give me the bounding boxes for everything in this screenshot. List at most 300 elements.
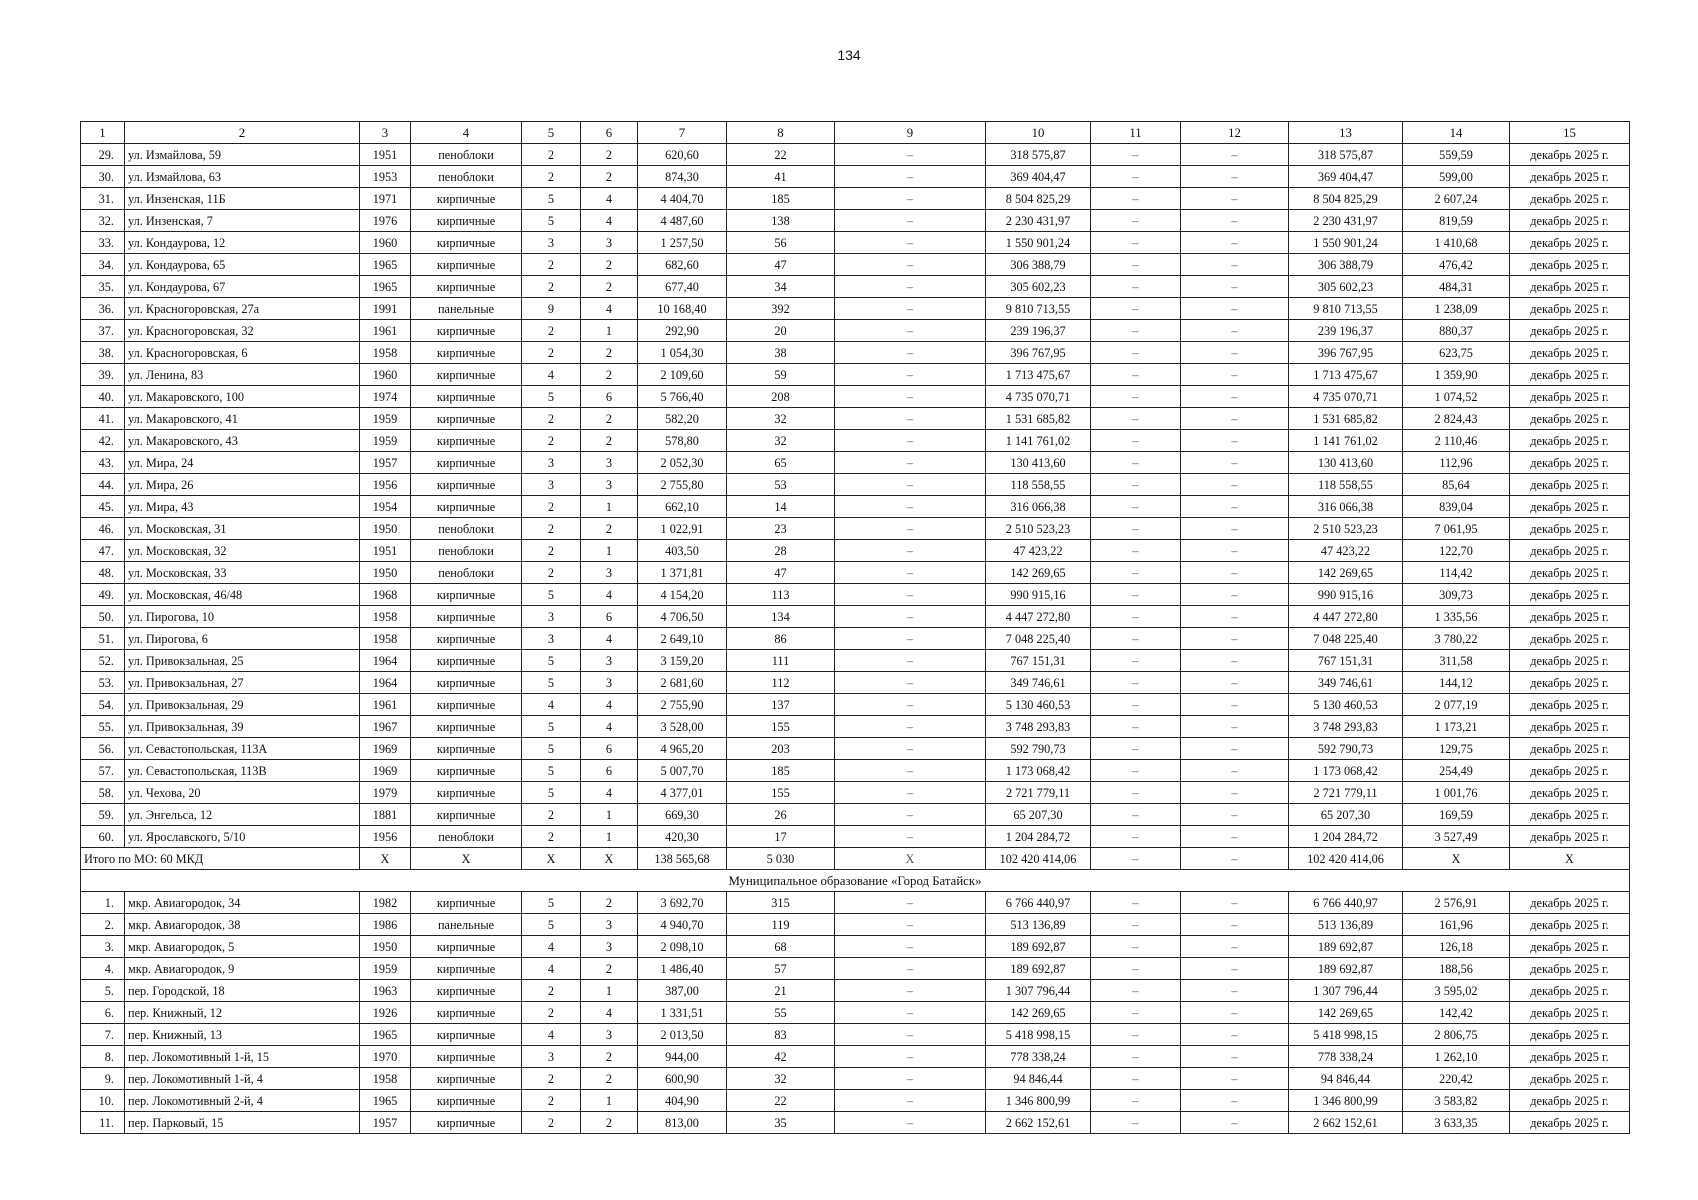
table-cell: мкр. Авиагородок, 38 bbox=[125, 914, 360, 936]
table-cell: 3. bbox=[81, 936, 125, 958]
table-cell: 2 824,43 bbox=[1403, 408, 1510, 430]
total-row bbox=[81, 848, 1630, 870]
table-cell: 1 141 761,02 bbox=[986, 430, 1091, 452]
table-row bbox=[81, 562, 1630, 584]
table-cell: 20 bbox=[727, 320, 835, 342]
table-cell: – bbox=[1091, 672, 1181, 694]
table-cell: 32 bbox=[727, 408, 835, 430]
table-cell: 404,90 bbox=[638, 1090, 727, 1112]
table-cell: 1 486,40 bbox=[638, 958, 727, 980]
table-cell: 396 767,95 bbox=[1289, 342, 1403, 364]
table-cell: 2 bbox=[522, 144, 581, 166]
table-cell: – bbox=[1091, 760, 1181, 782]
table-cell: ул. Привокзальная, 27 bbox=[125, 672, 360, 694]
table-cell: 1 257,50 bbox=[638, 232, 727, 254]
table-cell: 4 bbox=[522, 936, 581, 958]
table-cell: ул. Красногоровская, 32 bbox=[125, 320, 360, 342]
table-cell: 2 077,19 bbox=[1403, 694, 1510, 716]
table-cell: 5 bbox=[522, 914, 581, 936]
table-cell: 2 bbox=[581, 364, 638, 386]
table-cell: 1 141 761,02 bbox=[1289, 430, 1403, 452]
table-cell: – bbox=[835, 540, 986, 562]
table-cell: 9 810 713,55 bbox=[1289, 298, 1403, 320]
table-cell: – bbox=[1181, 1112, 1289, 1134]
table-cell: – bbox=[1091, 452, 1181, 474]
table-row bbox=[81, 386, 1630, 408]
table-cell: 3 159,20 bbox=[638, 650, 727, 672]
table-row bbox=[81, 342, 1630, 364]
table-cell: – bbox=[1091, 518, 1181, 540]
table-cell: – bbox=[1091, 254, 1181, 276]
table-cell: 8 504 825,29 bbox=[986, 188, 1091, 210]
table-cell: – bbox=[835, 980, 986, 1002]
table-cell: ул. Кондаурова, 65 bbox=[125, 254, 360, 276]
table-cell: 767 151,31 bbox=[1289, 650, 1403, 672]
table-cell: 6 bbox=[581, 606, 638, 628]
table-cell: 161,96 bbox=[1403, 914, 1510, 936]
table-cell: 3 bbox=[581, 914, 638, 936]
table-cell: 4 447 272,80 bbox=[1289, 606, 1403, 628]
table-cell: 1958 bbox=[360, 606, 411, 628]
table-cell: 4 bbox=[581, 694, 638, 716]
table-cell: пеноблоки bbox=[411, 144, 522, 166]
table-cell: кирпичные bbox=[411, 958, 522, 980]
table-cell: ул. Московская, 46/48 bbox=[125, 584, 360, 606]
table-cell: 1 346 800,99 bbox=[1289, 1090, 1403, 1112]
table-cell: – bbox=[835, 408, 986, 430]
table-cell: 7 061,95 bbox=[1403, 518, 1510, 540]
table-cell: кирпичные bbox=[411, 782, 522, 804]
table-cell: мкр. Авиагородок, 9 bbox=[125, 958, 360, 980]
table-cell: 1964 bbox=[360, 672, 411, 694]
table-cell: 208 bbox=[727, 386, 835, 408]
table-cell: 10. bbox=[81, 1090, 125, 1112]
table-cell: 203 bbox=[727, 738, 835, 760]
table-cell: пеноблоки bbox=[411, 562, 522, 584]
table-cell: – bbox=[1181, 1068, 1289, 1090]
total-label: Итого по МО: 60 МКД bbox=[81, 848, 360, 870]
table-cell: панельные bbox=[411, 914, 522, 936]
table-cell: 53 bbox=[727, 474, 835, 496]
table-row bbox=[81, 628, 1630, 650]
table-row bbox=[81, 1002, 1630, 1024]
table-cell: – bbox=[1091, 144, 1181, 166]
table-cell: 54. bbox=[81, 694, 125, 716]
table-cell: 1957 bbox=[360, 1112, 411, 1134]
table-cell: пеноблоки bbox=[411, 166, 522, 188]
total-cell: X bbox=[1403, 848, 1510, 870]
table-cell: декабрь 2025 г. bbox=[1510, 298, 1630, 320]
table-cell: 305 602,23 bbox=[986, 276, 1091, 298]
table-cell: – bbox=[1181, 144, 1289, 166]
table-row bbox=[81, 232, 1630, 254]
table-row bbox=[81, 958, 1630, 980]
table-cell: ул. Пирогова, 6 bbox=[125, 628, 360, 650]
table-cell: 1959 bbox=[360, 958, 411, 980]
table-cell: кирпичные bbox=[411, 1068, 522, 1090]
table-cell: 1 307 796,44 bbox=[986, 980, 1091, 1002]
table-cell: – bbox=[1181, 232, 1289, 254]
table-row bbox=[81, 584, 1630, 606]
table-cell: 122,70 bbox=[1403, 540, 1510, 562]
total-cell: 102 420 414,06 bbox=[1289, 848, 1403, 870]
table-cell: ул. Чехова, 20 bbox=[125, 782, 360, 804]
table-row bbox=[81, 364, 1630, 386]
table-cell: 5 bbox=[522, 782, 581, 804]
table-cell: 134 bbox=[727, 606, 835, 628]
table-cell: 58. bbox=[81, 782, 125, 804]
table-cell: 309,73 bbox=[1403, 584, 1510, 606]
table-cell: 1881 bbox=[360, 804, 411, 826]
table-cell: – bbox=[1181, 584, 1289, 606]
table-cell: 2 bbox=[522, 1002, 581, 1024]
table-cell: декабрь 2025 г. bbox=[1510, 166, 1630, 188]
table-cell: 3 595,02 bbox=[1403, 980, 1510, 1002]
table-cell: пер. Городской, 18 bbox=[125, 980, 360, 1002]
table-cell: – bbox=[1181, 782, 1289, 804]
table-row bbox=[81, 914, 1630, 936]
table-cell: 559,59 bbox=[1403, 144, 1510, 166]
table-cell: 1970 bbox=[360, 1046, 411, 1068]
table-cell: 1 550 901,24 bbox=[986, 232, 1091, 254]
table-cell: – bbox=[835, 364, 986, 386]
table-cell: – bbox=[1091, 980, 1181, 1002]
table-cell: 4 377,01 bbox=[638, 782, 727, 804]
table-cell: 2 bbox=[581, 958, 638, 980]
table-cell: – bbox=[1181, 320, 1289, 342]
table-cell: кирпичные bbox=[411, 386, 522, 408]
table-cell: 369 404,47 bbox=[986, 166, 1091, 188]
table-cell: 8 504 825,29 bbox=[1289, 188, 1403, 210]
table-row bbox=[81, 892, 1630, 914]
column-number: 6 bbox=[581, 122, 638, 144]
table-cell: декабрь 2025 г. bbox=[1510, 716, 1630, 738]
table-cell: – bbox=[1091, 1024, 1181, 1046]
table-cell: ул. Красногоровская, 27а bbox=[125, 298, 360, 320]
table-cell: ул. Энгельса, 12 bbox=[125, 804, 360, 826]
table-cell: – bbox=[835, 430, 986, 452]
table-row bbox=[81, 694, 1630, 716]
table-cell: 5 bbox=[522, 386, 581, 408]
table-cell: 5 bbox=[522, 672, 581, 694]
table-cell: – bbox=[1091, 1046, 1181, 1068]
table-cell: кирпичные bbox=[411, 738, 522, 760]
table-cell: декабрь 2025 г. bbox=[1510, 496, 1630, 518]
table-cell: 1959 bbox=[360, 408, 411, 430]
table-cell: 189 692,87 bbox=[1289, 958, 1403, 980]
table-cell: – bbox=[835, 1046, 986, 1068]
table-cell: 1 bbox=[581, 980, 638, 1002]
table-cell: 3 528,00 bbox=[638, 716, 727, 738]
column-number: 5 bbox=[522, 122, 581, 144]
table-cell: 2 bbox=[581, 254, 638, 276]
total-cell: 102 420 414,06 bbox=[986, 848, 1091, 870]
table-cell: кирпичные bbox=[411, 650, 522, 672]
table-cell: 2 bbox=[581, 518, 638, 540]
table-row bbox=[81, 430, 1630, 452]
table-cell: ул. Макаровского, 100 bbox=[125, 386, 360, 408]
table-cell: – bbox=[1181, 386, 1289, 408]
table-cell: 387,00 bbox=[638, 980, 727, 1002]
table-cell: 600,90 bbox=[638, 1068, 727, 1090]
table-cell: 2 721 779,11 bbox=[986, 782, 1091, 804]
table-cell: 1 173 068,42 bbox=[986, 760, 1091, 782]
table-cell: 37. bbox=[81, 320, 125, 342]
table-row bbox=[81, 936, 1630, 958]
table-cell: кирпичные bbox=[411, 760, 522, 782]
table-cell: 1950 bbox=[360, 562, 411, 584]
table-cell: 1 074,52 bbox=[1403, 386, 1510, 408]
table-cell: – bbox=[1091, 188, 1181, 210]
table-row bbox=[81, 760, 1630, 782]
table-cell: 1951 bbox=[360, 144, 411, 166]
table-cell: – bbox=[1091, 958, 1181, 980]
table-cell: 2 bbox=[581, 144, 638, 166]
table-cell: 47 423,22 bbox=[986, 540, 1091, 562]
table-cell: 1 bbox=[581, 496, 638, 518]
table-cell: 2 bbox=[522, 1068, 581, 1090]
table-cell: 57. bbox=[81, 760, 125, 782]
table-cell: декабрь 2025 г. bbox=[1510, 1002, 1630, 1024]
table-cell: 1956 bbox=[360, 474, 411, 496]
table-cell: – bbox=[1181, 364, 1289, 386]
table-cell: – bbox=[1091, 1112, 1181, 1134]
table-cell: 65 bbox=[727, 452, 835, 474]
table-cell: 4 154,20 bbox=[638, 584, 727, 606]
table-cell: 144,12 bbox=[1403, 672, 1510, 694]
table-cell: 9. bbox=[81, 1068, 125, 1090]
table-row bbox=[81, 782, 1630, 804]
table-cell: – bbox=[835, 1112, 986, 1134]
table-cell: 53. bbox=[81, 672, 125, 694]
table-cell: 32 bbox=[727, 1068, 835, 1090]
column-number: 4 bbox=[411, 122, 522, 144]
table-cell: 5. bbox=[81, 980, 125, 1002]
table-cell: 1 346 800,99 bbox=[986, 1090, 1091, 1112]
table-cell: 392 bbox=[727, 298, 835, 320]
table-cell: 5 bbox=[522, 188, 581, 210]
table-cell: – bbox=[1181, 166, 1289, 188]
table-cell: 111 bbox=[727, 650, 835, 672]
table-cell: 1964 bbox=[360, 650, 411, 672]
table-cell: – bbox=[835, 606, 986, 628]
table-cell: 599,00 bbox=[1403, 166, 1510, 188]
table-cell: – bbox=[1091, 694, 1181, 716]
table-cell: 396 767,95 bbox=[986, 342, 1091, 364]
table-cell: 38. bbox=[81, 342, 125, 364]
table-cell: – bbox=[835, 694, 986, 716]
table-cell: – bbox=[835, 914, 986, 936]
table-cell: 1965 bbox=[360, 276, 411, 298]
total-cell: X bbox=[360, 848, 411, 870]
table-cell: 2 bbox=[522, 980, 581, 1002]
table-cell: 316 066,38 bbox=[986, 496, 1091, 518]
table-cell: 2 510 523,23 bbox=[1289, 518, 1403, 540]
table-cell: 44. bbox=[81, 474, 125, 496]
table-cell: 34. bbox=[81, 254, 125, 276]
table-cell: 112 bbox=[727, 672, 835, 694]
table-cell: – bbox=[1181, 628, 1289, 650]
table-cell: 5 766,40 bbox=[638, 386, 727, 408]
table-cell: – bbox=[1181, 408, 1289, 430]
table-cell: 3 bbox=[581, 452, 638, 474]
table-cell: 2 bbox=[522, 496, 581, 518]
table-cell: 239 196,37 bbox=[986, 320, 1091, 342]
table-cell: 813,00 bbox=[638, 1112, 727, 1134]
table-cell: 1951 bbox=[360, 540, 411, 562]
table-body bbox=[81, 122, 1630, 1134]
table-cell: 2 bbox=[581, 1112, 638, 1134]
table-cell: – bbox=[1181, 892, 1289, 914]
table-cell: 55 bbox=[727, 1002, 835, 1024]
table-cell: 305 602,23 bbox=[1289, 276, 1403, 298]
table-cell: декабрь 2025 г. bbox=[1510, 474, 1630, 496]
table-cell: ул. Московская, 32 bbox=[125, 540, 360, 562]
table-cell: 68 bbox=[727, 936, 835, 958]
table-cell: 1959 bbox=[360, 430, 411, 452]
table-cell: – bbox=[835, 1002, 986, 1024]
table-cell: 318 575,87 bbox=[1289, 144, 1403, 166]
table-cell: 306 388,79 bbox=[986, 254, 1091, 276]
table-cell: 33. bbox=[81, 232, 125, 254]
table-cell: 476,42 bbox=[1403, 254, 1510, 276]
table-row bbox=[81, 1046, 1630, 1068]
table-cell: 4 bbox=[581, 210, 638, 232]
table-cell: ул. Привокзальная, 25 bbox=[125, 650, 360, 672]
table-cell: кирпичные bbox=[411, 342, 522, 364]
table-cell: 2 bbox=[581, 1068, 638, 1090]
table-cell: кирпичные bbox=[411, 694, 522, 716]
table-row bbox=[81, 1090, 1630, 1112]
table-row bbox=[81, 540, 1630, 562]
table-cell: 47 bbox=[727, 254, 835, 276]
table-cell: 839,04 bbox=[1403, 496, 1510, 518]
table-cell: декабрь 2025 г. bbox=[1510, 1112, 1630, 1134]
table-cell: 188,56 bbox=[1403, 958, 1510, 980]
table-cell: 46. bbox=[81, 518, 125, 540]
table-cell: 47 423,22 bbox=[1289, 540, 1403, 562]
table-cell: 4 965,20 bbox=[638, 738, 727, 760]
table-cell: 1957 bbox=[360, 452, 411, 474]
table-cell: 2 bbox=[522, 342, 581, 364]
table-cell: кирпичные bbox=[411, 584, 522, 606]
table-cell: 2. bbox=[81, 914, 125, 936]
table-cell: декабрь 2025 г. bbox=[1510, 694, 1630, 716]
table-cell: кирпичные bbox=[411, 408, 522, 430]
table-cell: 1968 bbox=[360, 584, 411, 606]
table-cell: 2 bbox=[581, 166, 638, 188]
table-cell: – bbox=[835, 1024, 986, 1046]
table-cell: 2 bbox=[522, 320, 581, 342]
table-cell: пеноблоки bbox=[411, 826, 522, 848]
table-cell: – bbox=[1181, 694, 1289, 716]
table-row bbox=[81, 408, 1630, 430]
table-cell: декабрь 2025 г. bbox=[1510, 628, 1630, 650]
table-cell: 47. bbox=[81, 540, 125, 562]
table-cell: – bbox=[1181, 716, 1289, 738]
table-cell: декабрь 2025 г. bbox=[1510, 1046, 1630, 1068]
table-cell: – bbox=[1181, 914, 1289, 936]
table-cell: 2 bbox=[581, 1046, 638, 1068]
table-cell: 1 bbox=[581, 826, 638, 848]
table-cell: 2 bbox=[581, 430, 638, 452]
table-cell: декабрь 2025 г. bbox=[1510, 144, 1630, 166]
table-cell: пер. Локомотивный 1-й, 4 bbox=[125, 1068, 360, 1090]
table-cell: 32. bbox=[81, 210, 125, 232]
table-cell: 126,18 bbox=[1403, 936, 1510, 958]
table-cell: кирпичные bbox=[411, 474, 522, 496]
table-cell: 1958 bbox=[360, 1068, 411, 1090]
table-cell: – bbox=[1091, 1002, 1181, 1024]
table-cell: – bbox=[1091, 430, 1181, 452]
table-cell: 623,75 bbox=[1403, 342, 1510, 364]
table-cell: 5 bbox=[522, 210, 581, 232]
table-cell: декабрь 2025 г. bbox=[1510, 738, 1630, 760]
table-cell: 112,96 bbox=[1403, 452, 1510, 474]
table-cell: 1 550 901,24 bbox=[1289, 232, 1403, 254]
table-cell: ул. Инзенская, 11Б bbox=[125, 188, 360, 210]
table-cell: – bbox=[835, 166, 986, 188]
table-cell: – bbox=[1181, 452, 1289, 474]
table-cell: 32 bbox=[727, 430, 835, 452]
table-cell: – bbox=[1181, 1046, 1289, 1068]
table-cell: пер. Локомотивный 1-й, 15 bbox=[125, 1046, 360, 1068]
table-row bbox=[81, 496, 1630, 518]
table-cell: пер. Парковый, 15 bbox=[125, 1112, 360, 1134]
table-cell: 5 007,70 bbox=[638, 760, 727, 782]
table-cell: 5 bbox=[522, 650, 581, 672]
table-cell: декабрь 2025 г. bbox=[1510, 892, 1630, 914]
table-cell: 155 bbox=[727, 782, 835, 804]
table-cell: – bbox=[835, 716, 986, 738]
table-cell: – bbox=[1091, 210, 1181, 232]
table-cell: 50. bbox=[81, 606, 125, 628]
table-cell: 1 204 284,72 bbox=[1289, 826, 1403, 848]
table-cell: 4 706,50 bbox=[638, 606, 727, 628]
table-cell: 94 846,44 bbox=[986, 1068, 1091, 1090]
table-cell: ул. Измайлова, 63 bbox=[125, 166, 360, 188]
table-cell: 130 413,60 bbox=[986, 452, 1091, 474]
table-cell: 1 335,56 bbox=[1403, 606, 1510, 628]
table-cell: 306 388,79 bbox=[1289, 254, 1403, 276]
table-cell: 944,00 bbox=[638, 1046, 727, 1068]
table-cell: пер. Локомотивный 2-й, 4 bbox=[125, 1090, 360, 1112]
section-title: Муниципальное образование «Город Батайск» bbox=[81, 870, 1630, 892]
table-cell: 3 bbox=[522, 232, 581, 254]
table-cell: 21 bbox=[727, 980, 835, 1002]
total-cell: X bbox=[522, 848, 581, 870]
table-cell: – bbox=[835, 188, 986, 210]
table-cell: 2 681,60 bbox=[638, 672, 727, 694]
table-cell: 5 418 998,15 bbox=[986, 1024, 1091, 1046]
table-cell: декабрь 2025 г. bbox=[1510, 980, 1630, 1002]
section-row bbox=[81, 870, 1630, 892]
table-cell: 2 662 152,61 bbox=[1289, 1112, 1403, 1134]
table-cell: – bbox=[1181, 606, 1289, 628]
table-cell: декабрь 2025 г. bbox=[1510, 1024, 1630, 1046]
table-cell: 1 bbox=[581, 540, 638, 562]
table-cell: 254,49 bbox=[1403, 760, 1510, 782]
table-cell: 5 bbox=[522, 892, 581, 914]
table-cell: 2 013,50 bbox=[638, 1024, 727, 1046]
table-row bbox=[81, 188, 1630, 210]
table-cell: 10 168,40 bbox=[638, 298, 727, 320]
table-cell: 3 bbox=[522, 606, 581, 628]
table-cell: 1 262,10 bbox=[1403, 1046, 1510, 1068]
table-cell: 2 bbox=[581, 892, 638, 914]
table-cell: 220,42 bbox=[1403, 1068, 1510, 1090]
table-cell: 1 371,81 bbox=[638, 562, 727, 584]
